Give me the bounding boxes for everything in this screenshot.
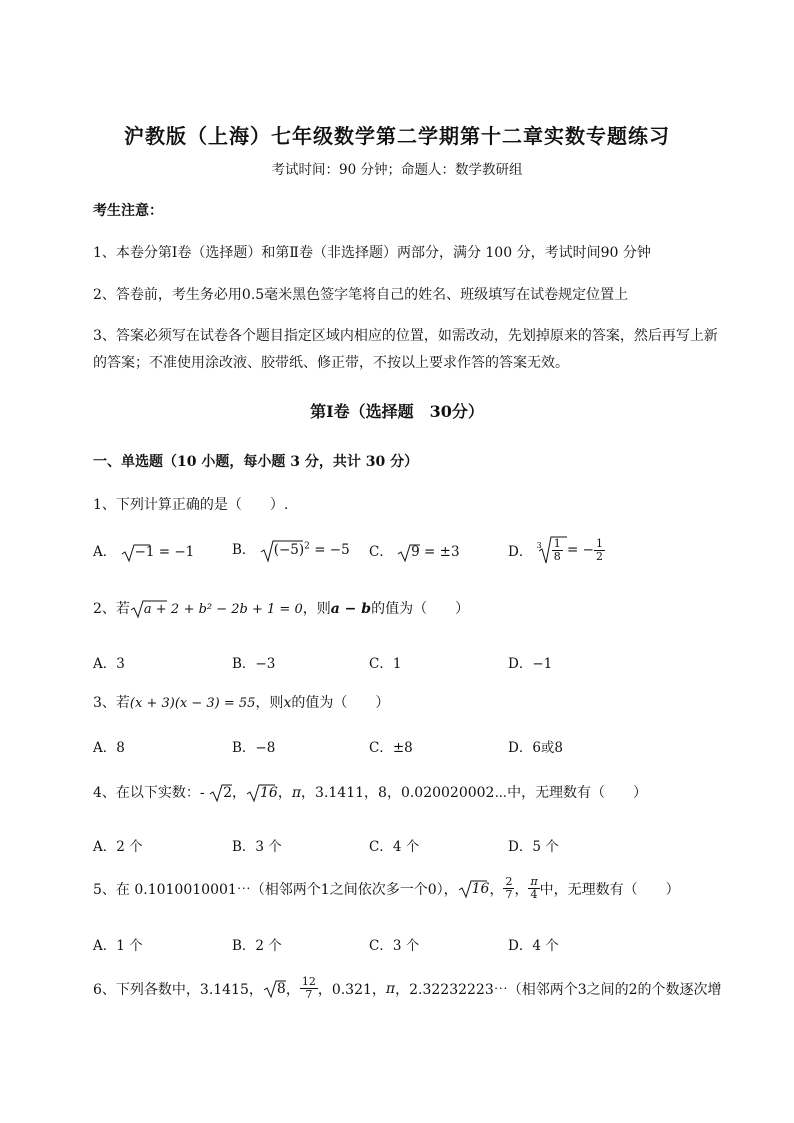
part-heading: 一、单选题（10 小题，每小题 3 分，共计 30 分） — [93, 454, 419, 470]
fraction: $\frac{1}{8}$ — [553, 536, 561, 563]
question-1-option-c: C． 9 = ±3 — [369, 540, 460, 563]
question-3-option-a: A．8 — [93, 740, 125, 756]
question-1-stem: 1、下列计算正确的是（ ）. — [93, 497, 289, 513]
question-2-option-c: C．1 — [369, 656, 402, 672]
question-2-option-b: B．−3 — [232, 656, 276, 672]
question-3-stem: 3、若(x + 3)(x − 3) = 55，则x的值为（ ） — [93, 695, 390, 711]
question-1-option-b: B． $(-5)^2 = -5$ — [232, 538, 350, 563]
question-3-option-d: D．6或8 — [508, 740, 564, 756]
question-1-option-d: D． $^3$ $\frac{1}{8}$ = − $\frac{1}{2}$ — [508, 535, 605, 565]
fraction: $\frac{12}{7}$ — [301, 975, 316, 1001]
question-3-option-b: B．−8 — [232, 740, 276, 756]
exam-info: 考试时间：90 分钟；命题人：数学教研组 — [271, 162, 523, 178]
question-5-option-d: D．4 个 — [508, 938, 559, 954]
notice-item-3-line-2: 的答案；不准使用涂改液、胶带纸、修正带，不按以上要求作答的答案无效。 — [93, 355, 569, 371]
fraction: $\frac{\pi}{4}$ — [530, 875, 538, 901]
question-6-stem: 6、下列各数中，3.1415， 8， $\frac{12}{7}$ ，0.321，π，2.32232223⋯（相邻两个3之间的2的个数逐次增 — [93, 975, 722, 1001]
question-2-stem: 2、若 a + 2 + b² − 2b + 1 = 0，则a − b的值为（ ） — [93, 601, 470, 617]
question-5-stem: 5、在 0.1010010001⋯（相邻两个1之间依次多一个0）， 16， $\frac{2}{7}$ ， $\frac{\pi}{4}$ 中，无理数有（ ） — [93, 875, 680, 901]
fraction: $\frac{2}{7}$ — [505, 875, 513, 901]
question-3-option-c: C．±8 — [369, 740, 413, 756]
question-4-option-d: D．5 个 — [508, 839, 559, 855]
question-1-option-a: A． −1 = −1 — [93, 540, 194, 563]
notice-item-3-line-1: 3、答案必须写在试卷各个题目指定区域内相应的位置，如需改动，先划掉原来的答案，然后再写上新 — [93, 328, 718, 344]
question-4-stem: 4、在以下实数：- 2， 16，π，3.1411，8，0.020020002⋯中，无理数有（ ） — [93, 785, 648, 801]
question-5-option-b: B．2 个 — [232, 938, 282, 954]
question-4-option-a: A．2 个 — [93, 839, 143, 855]
page-title: 沪教版（上海）七年级数学第二学期第十二章实数专题练习 — [124, 124, 670, 148]
question-5-option-c: C．3 个 — [369, 938, 420, 954]
fraction: $\frac{1}{2}$ — [595, 536, 603, 563]
question-5-option-a: A．1 个 — [93, 938, 143, 954]
section-title: 第Ⅰ卷（选择题 30分） — [310, 402, 484, 421]
question-2-option-a: A．3 — [93, 656, 125, 672]
question-4-option-b: B．3 个 — [232, 839, 282, 855]
notice-heading: 考生注意： — [93, 203, 163, 219]
notice-item-1: 1、本卷分第Ⅰ卷（选择题）和第Ⅱ卷（非选择题）两部分，满分 100 分，考试时间90 分钟 — [93, 245, 651, 261]
notice-item-2: 2、答卷前，考生务必用0.5毫米黑色签字笔将自己的姓名、班级填写在试卷规定位置上 — [93, 287, 629, 303]
question-2-option-d: D．−1 — [508, 656, 553, 672]
question-4-option-c: C．4 个 — [369, 839, 420, 855]
